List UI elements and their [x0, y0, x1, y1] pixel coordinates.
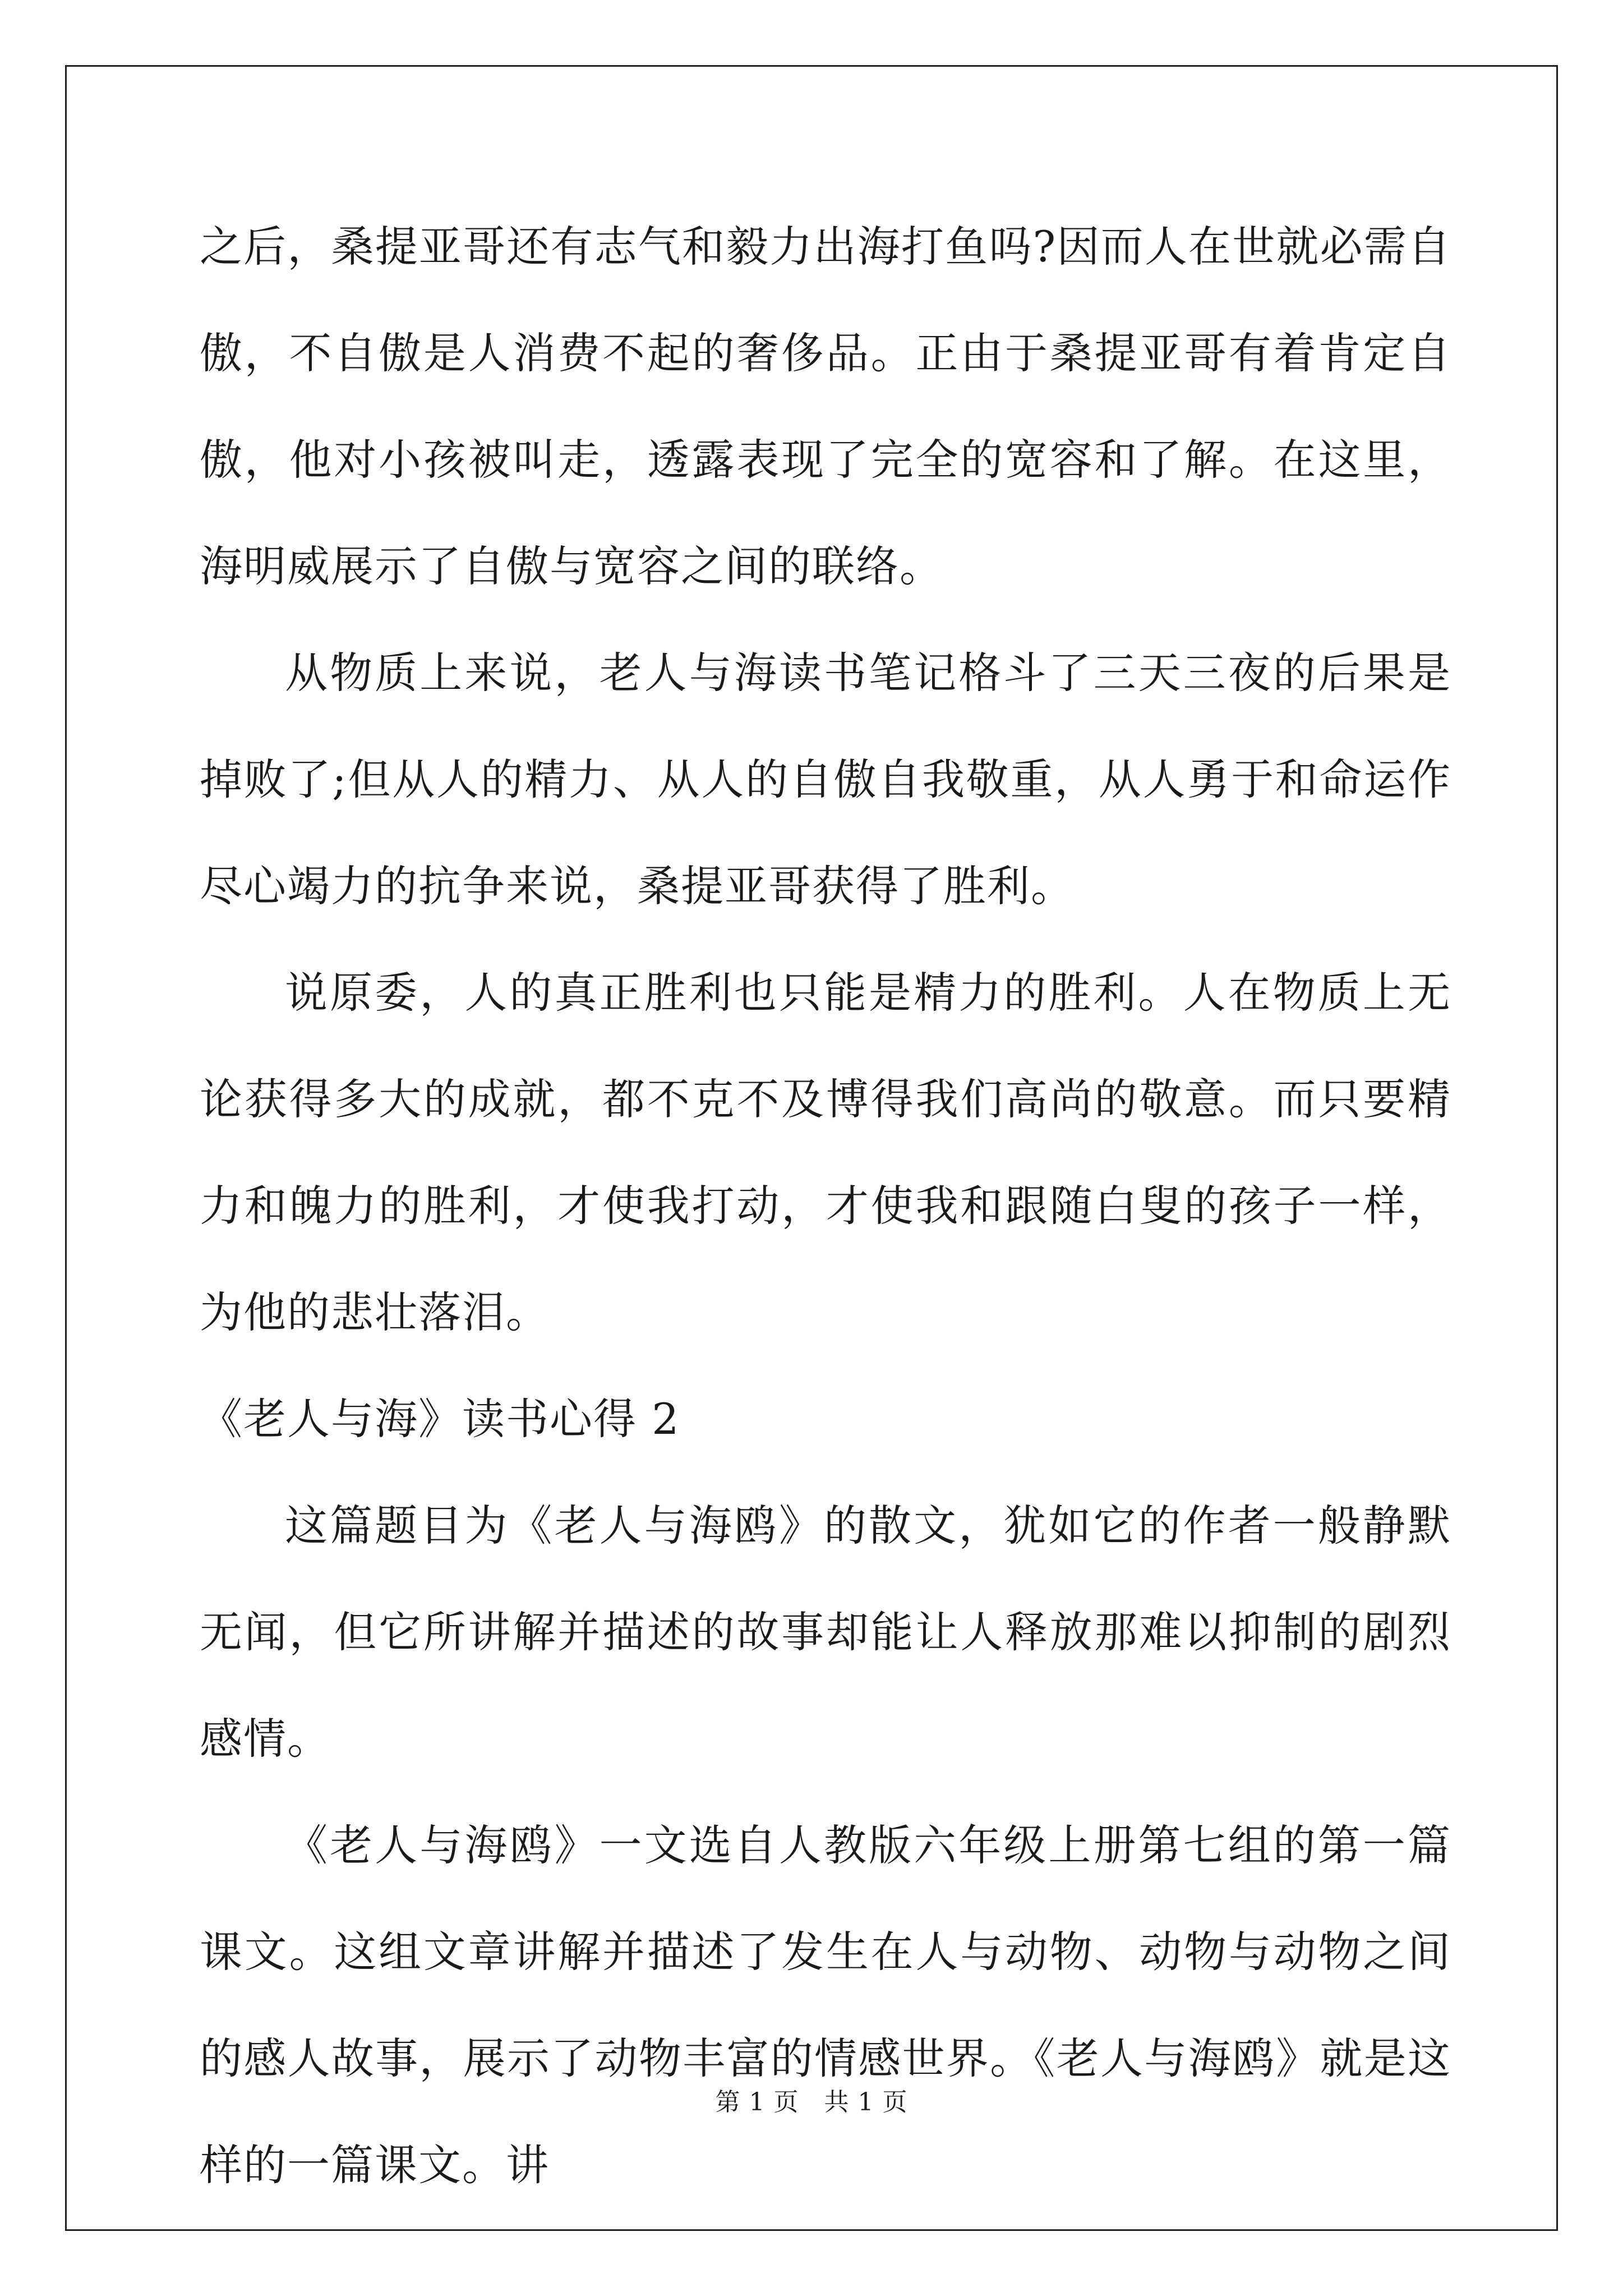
document-body [200, 194, 1451, 2219]
page-footer: 第 1 页 共 1 页 [715, 2088, 908, 2116]
paragraph-4: 这篇题目为《老人与海鸥》的散文，犹如它的作者一般静默无闻，但它所讲解并描述的故事却能让人释放那难以抑制的剧烈感情。 [200, 1501, 1451, 1764]
paragraph-5: 《老人与海鸥》一文选自人教版六年级上册第七组的第一篇课文。这组文章讲解并描述了发生在人与动物、动物与动物之间的感人故事，展示了动物丰富的情感世界。《老人与海鸥》就是这样的一篇课文。讲 [200, 1820, 1451, 2190]
paragraph-1: 之后，桑提亚哥还有志气和毅力出海打鱼吗?因而人在世就必需自傲，不自傲是人消费不起的奢侈品。正由于桑提亚哥有着肯定自傲，他对小孩被叫走，透露表现了完全的宽容和了解。在这里，海明威展示了自傲与宽容之间的联络。 [200, 222, 1451, 591]
paragraph-3: 说原委，人的真正胜利也只能是精力的胜利。人在物质上无论获得多大的成就，都不克不及博得我们高尚的敬意。而只要精力和魄力的胜利，才使我打动，才使我和跟随白叟的孩子一样，为他的悲壮落泪。 [200, 968, 1451, 1337]
paragraph-2: 从物质上来说，老人与海读书笔记格斗了三天三夜的后果是掉败了;但从人的精力、从人的自傲自我敬重，从人勇于和命运作尽心竭力的抗争来说，桑提亚哥获得了胜利。 [200, 648, 1451, 911]
section-title: 《老人与海》读书心得 2 [200, 1394, 680, 1444]
